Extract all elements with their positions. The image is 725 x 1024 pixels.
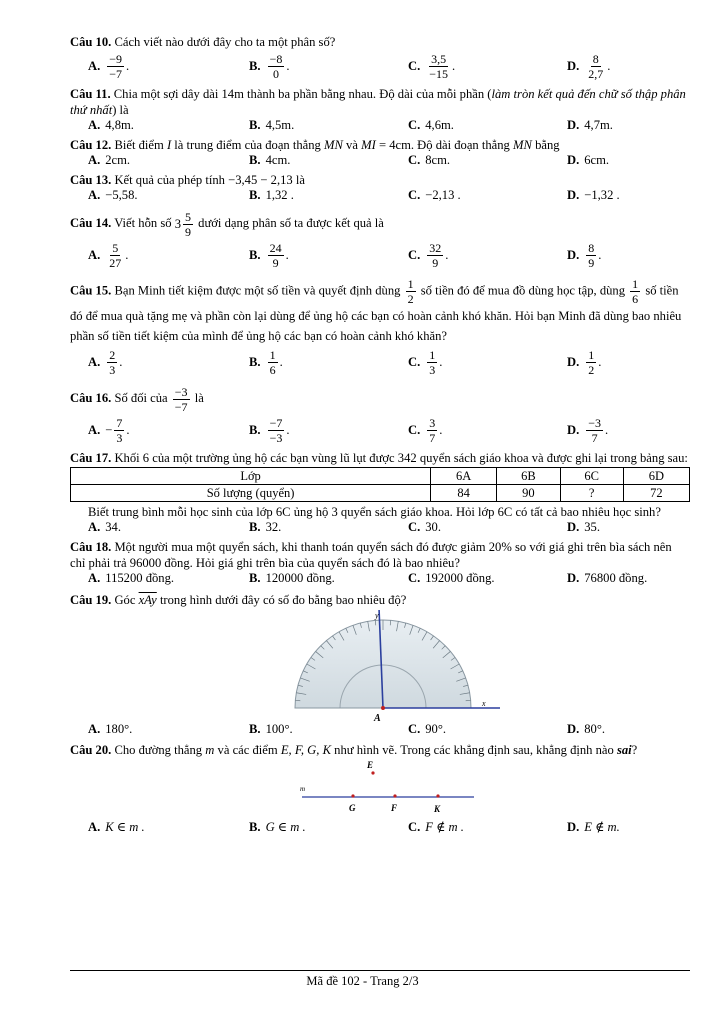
option-b[interactable]: B. 100°. bbox=[249, 722, 293, 736]
option-b[interactable]: B. $\frac{24}{9}$ . bbox=[249, 241, 289, 270]
line-points-svg bbox=[70, 759, 690, 819]
label-g: G bbox=[349, 803, 356, 813]
question-17: Câu 17. Khối 6 của một trường ủng hộ các bạn vùng lũ lụt được 342 quyển sách giáo khoa và được ghi lại trong bảng sau: bbox=[70, 451, 688, 465]
point-k bbox=[436, 794, 439, 797]
mixed-number: 3 $\frac{5}{9}$ bbox=[174, 209, 191, 239]
page-footer: Mã đề 102 - Trang 2/3 bbox=[306, 974, 419, 988]
point-g bbox=[351, 794, 354, 797]
label-k: K bbox=[434, 804, 441, 814]
label-y: y bbox=[375, 611, 379, 620]
options-16 bbox=[88, 414, 690, 450]
line-points-figure bbox=[70, 759, 690, 819]
angle-symbol: $\overline{xAy}$ bbox=[138, 593, 157, 607]
option-d[interactable]: D. E ∉ m. bbox=[567, 819, 620, 834]
question-number: Câu 12. bbox=[70, 138, 112, 152]
option-d[interactable]: D. $\frac{8}{9}$ . bbox=[567, 241, 602, 270]
fraction: $\frac{8}{2,7}$ bbox=[588, 52, 604, 81]
question-20: Câu 20. Cho đường thẳng m và các điểm E, F, G, K như hình vẽ. Trong các khẳng định sau, khẳng định nào sai? bbox=[70, 743, 638, 757]
question-number: Câu 10. bbox=[70, 35, 112, 49]
question-17-text-after: Biết trung bình mỗi học sinh của lớp 6C ủng hộ 3 quyển sách giáo khoa. Hỏi lớp 6C có tất cả bao nhiêu học sinh? bbox=[88, 505, 661, 519]
fraction: $\frac{3,5}{-15}$ bbox=[429, 52, 449, 81]
option-a[interactable]: A. 115200 đồng. bbox=[88, 571, 175, 585]
books-table bbox=[70, 467, 690, 502]
label-e: E bbox=[367, 760, 374, 770]
question-number: Câu 20. bbox=[70, 743, 112, 757]
option-d[interactable]: D. $\frac{1}{2}$ . bbox=[567, 348, 602, 377]
question-number: Câu 18. bbox=[70, 540, 112, 554]
option-d[interactable]: D. 35. bbox=[567, 520, 600, 534]
option-d[interactable]: D. 4,7m. bbox=[567, 118, 613, 132]
vertex-point bbox=[381, 706, 385, 710]
option-a[interactable]: A. 34. bbox=[88, 520, 121, 534]
option-c[interactable]: C. F ∉ m . bbox=[408, 819, 464, 834]
question-number: Câu 16. bbox=[70, 391, 112, 405]
point-f bbox=[393, 794, 396, 797]
option-a[interactable]: A. $\frac{-9}{-7}$ . bbox=[88, 52, 130, 81]
option-c[interactable]: C. 4,6m. bbox=[408, 118, 454, 132]
options-19 bbox=[88, 722, 690, 741]
option-b[interactable]: B. $\frac{1}{6}$ . bbox=[249, 348, 283, 377]
option-a[interactable]: A. − $\frac{7}{3}$ . bbox=[88, 416, 130, 445]
question-14: Câu 14. Viết hỗn số 3 $\frac{5}{9}$ dưới dạng phân số ta được kết quả là bbox=[70, 209, 384, 239]
question-13: Câu 13. Kết quả của phép tính −3,45 − 2,13 là bbox=[70, 173, 305, 187]
option-b[interactable]: B. 1,32 . bbox=[249, 188, 294, 202]
point-e bbox=[371, 771, 374, 774]
label-f: F bbox=[391, 803, 398, 813]
option-a[interactable]: A. 180°. bbox=[88, 722, 133, 736]
question-11: Câu 11. Chia một sợi dây dài 14m thành ba phần bằng nhau. Độ dài của mỗi phần (làm tròn kết quả đến chữ số thập phân thứ nhất) là bbox=[70, 87, 686, 117]
options-10 bbox=[88, 50, 690, 86]
options-15 bbox=[88, 346, 690, 382]
options-18 bbox=[88, 571, 690, 590]
options-12 bbox=[88, 153, 690, 172]
option-c[interactable]: C. 90°. bbox=[408, 722, 447, 736]
question-number: Câu 11. bbox=[70, 87, 111, 101]
fraction: $\frac{-9}{-7}$ bbox=[109, 52, 123, 81]
options-17 bbox=[88, 520, 690, 539]
label-vertex: A bbox=[374, 713, 381, 722]
table-row: Lớp 6A 6B 6C 6D bbox=[71, 468, 690, 485]
option-c[interactable]: C. $\frac{1}{3}$ . bbox=[408, 348, 443, 377]
option-d[interactable]: D. −1,32 . bbox=[567, 188, 620, 202]
question-number: Câu 13. bbox=[70, 173, 112, 187]
option-b[interactable]: B. 32. bbox=[249, 520, 282, 534]
question-number: Câu 17. bbox=[70, 451, 112, 465]
option-a[interactable]: A. −5,58. bbox=[88, 188, 138, 202]
option-c[interactable]: C. −2,13 . bbox=[408, 188, 461, 202]
option-b[interactable]: B. $\frac{-7}{-3}$ . bbox=[249, 416, 290, 445]
option-b[interactable]: B. 4cm. bbox=[249, 153, 291, 167]
footer-divider bbox=[70, 970, 690, 971]
question-16: Câu 16. Số đối của $\frac{-3}{-7}$ là bbox=[70, 384, 204, 414]
options-14 bbox=[88, 239, 690, 275]
option-a[interactable]: A. 4,8m. bbox=[88, 118, 134, 132]
table-row: Số lượng (quyển) 84 90 ? 72 bbox=[71, 485, 690, 502]
question-10 bbox=[70, 34, 690, 50]
option-b[interactable]: B. G ∈ m . bbox=[249, 819, 306, 834]
question-text: Cách viết nào dưới đây cho ta một phân số? bbox=[114, 35, 336, 49]
option-c[interactable]: C. $\frac{32}{9}$ . bbox=[408, 241, 449, 270]
options-20 bbox=[88, 819, 690, 838]
exam-page bbox=[70, 34, 690, 838]
option-d[interactable]: D. 76800 đồng. bbox=[567, 571, 648, 585]
option-a[interactable]: A. 2cm. bbox=[88, 153, 131, 167]
options-13 bbox=[88, 188, 690, 207]
options-11 bbox=[88, 118, 690, 137]
option-c[interactable]: C. 30. bbox=[408, 520, 441, 534]
question-number: Câu 19. bbox=[70, 593, 112, 607]
question-15: Câu 15. Bạn Minh tiết kiệm được một số tiền và quyết định dùng $\frac{1}{2}$ số tiền đó để mua đồ dùng học tập, dùng $\frac{1}{6}$ số tiền đó để mua quà tặng mẹ và phần còn lại dùng để ủng hộ các bạn có hoàn cảnh khó khăn. Hỏi bạn Minh đã dùng bao nhiêu phần số tiền tiết kiệm của mình để ủng hộ các bạn có hoàn cảnh khó khăn? bbox=[70, 277, 682, 343]
option-c[interactable]: C. 192000 đồng. bbox=[408, 571, 495, 585]
option-c[interactable]: C. $\frac{3,5}{-15}$ . bbox=[408, 52, 456, 81]
option-d[interactable]: D. 80°. bbox=[567, 722, 606, 736]
option-a[interactable]: A. K ∈ m . bbox=[88, 819, 145, 834]
option-c[interactable]: C. 8cm. bbox=[408, 153, 451, 167]
option-a[interactable]: A. $\frac{2}{3}$ . bbox=[88, 348, 123, 377]
question-18: Câu 18. Một người mua một quyển sách, khi thanh toán quyển sách đó được giảm 20% so với giá ghi trên bìa sách nên chỉ phải trả 96000 đồng. Hỏi giá ghi trên bìa của quyển sách đó là bao nhiêu? bbox=[70, 540, 672, 570]
question-number: Câu 14. bbox=[70, 216, 112, 230]
label-m: m bbox=[300, 785, 306, 793]
option-a[interactable]: A. $\frac{5}{27}$ . bbox=[88, 241, 129, 270]
option-c[interactable]: C. $\frac{3}{7}$ . bbox=[408, 416, 443, 445]
option-b[interactable]: B. 120000 đồng. bbox=[249, 571, 335, 585]
option-b[interactable]: B. 4,5m. bbox=[249, 118, 295, 132]
label-x: x bbox=[482, 699, 486, 708]
option-d[interactable]: D. $\frac{8}{2,7}$ . bbox=[567, 52, 611, 81]
question-12: Câu 12. Biết điểm I là trung điểm của đoạn thẳng MN và MI = 4cm. Độ dài đoạn thẳng MN bằng bbox=[70, 138, 560, 152]
option-d[interactable]: D. $\frac{-3}{7}$ . bbox=[567, 416, 609, 445]
fraction: $\frac{-8}{0}$ bbox=[269, 52, 283, 81]
question-number: Câu 15. bbox=[70, 283, 112, 298]
protractor-svg bbox=[70, 610, 690, 722]
question-19: Câu 19. Góc $\overline{xAy}$ trong hình dưới đây có số đo bằng bao nhiêu độ? bbox=[70, 593, 407, 607]
option-b[interactable]: B. $\frac{-8}{0}$ . bbox=[249, 52, 290, 81]
option-d[interactable]: D. 6cm. bbox=[567, 153, 610, 167]
protractor-figure bbox=[70, 610, 690, 722]
